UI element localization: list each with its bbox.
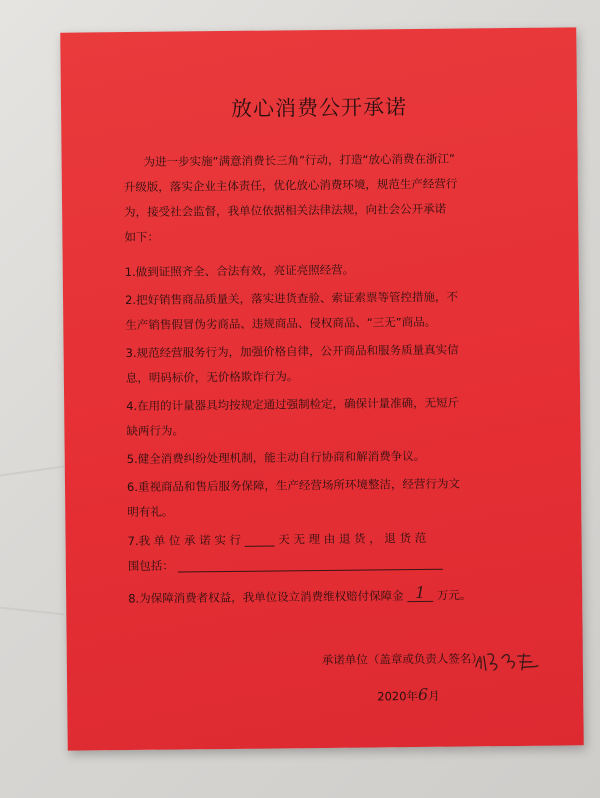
commitment-list: [124, 262, 535, 606]
commitment-item-5: 5.健全消费纠纷处理机制，能主动自行协商和解消费争议。: [126, 448, 426, 467]
return-days-blank: [245, 534, 275, 547]
intro-paragraph: [123, 151, 534, 245]
intro-line: 为进一步实施“满意消费长三角”行动，打造“放心消费在浙江”: [143, 151, 455, 169]
item7-text-start: 7.我 单 位 承 诺 实 行: [127, 532, 242, 549]
signature-label: 承诺单位（盖章或负责人签名）：: [321, 651, 489, 668]
item8-text: 8.为保障消费者权益，我单位设立消费维权赔付保障金: [128, 588, 404, 606]
commitment-item-3-cont: 息，明码标价，无价格欺诈行为。: [125, 369, 299, 386]
commitment-item-2-cont: 生产销售假冒伪劣商品、违规商品、侵权商品、“三无”商品。: [125, 314, 437, 333]
commitment-item-4: 4.在用的计量器具均按规定通过强制检定，确保计量准确，无短斤: [126, 395, 460, 414]
commitment-item-7-cont: [128, 557, 443, 573]
date-year: 2020年: [377, 689, 419, 704]
intro-line: 如下：: [124, 229, 159, 245]
deposit-amount-handwritten: 1: [407, 585, 433, 602]
commitment-item-6-cont: 明有礼。: [127, 504, 174, 520]
signature-block: [321, 651, 489, 668]
commitment-item-2: 2.把好销售商品质量关，落实进货查验、索证索票等管控措施，不: [124, 289, 459, 308]
commitment-item-6: 6.重视商品和售后服务保障，生产经营场所环境整洁，经营行为文: [126, 476, 461, 495]
floor-seam: [0, 466, 64, 477]
commitment-item-4-cont: 缺两行为。: [126, 423, 184, 439]
handwritten-signature: [472, 648, 542, 675]
document-title: 放心消费公开承诺: [230, 95, 408, 121]
date-line: [377, 684, 440, 705]
date-month-handwritten: 6: [417, 684, 429, 705]
item7-text-end: 天 无 理 由 退 货 ， 退 货 范: [278, 530, 427, 547]
commitment-item-1: 1.做到证照齐全、合法有效，亮证亮照经营。: [124, 262, 355, 280]
item8-unit: 万元。: [436, 587, 472, 603]
date-block: [377, 684, 497, 705]
commitment-item-8: [128, 584, 471, 605]
commitment-item-7: [128, 532, 427, 548]
commitment-item-3: 3.规范经营服务行为，加强价格自律，公开商品和服务质量真实信: [125, 342, 459, 361]
intro-line: 为，接受社会监督，我单位依据相关法律法规，向社会公开承诺: [124, 201, 447, 220]
intro-line: 升级版，落实企业主体责任，优化放心消费环境，规范生产经营行: [123, 176, 458, 195]
return-scope-blank: [177, 557, 442, 572]
red-paper-sheet: [60, 27, 583, 750]
item7-scope-label: 围包括：: [127, 558, 174, 574]
date-month-suffix: 月: [428, 688, 440, 703]
floor-seam: [0, 607, 64, 616]
